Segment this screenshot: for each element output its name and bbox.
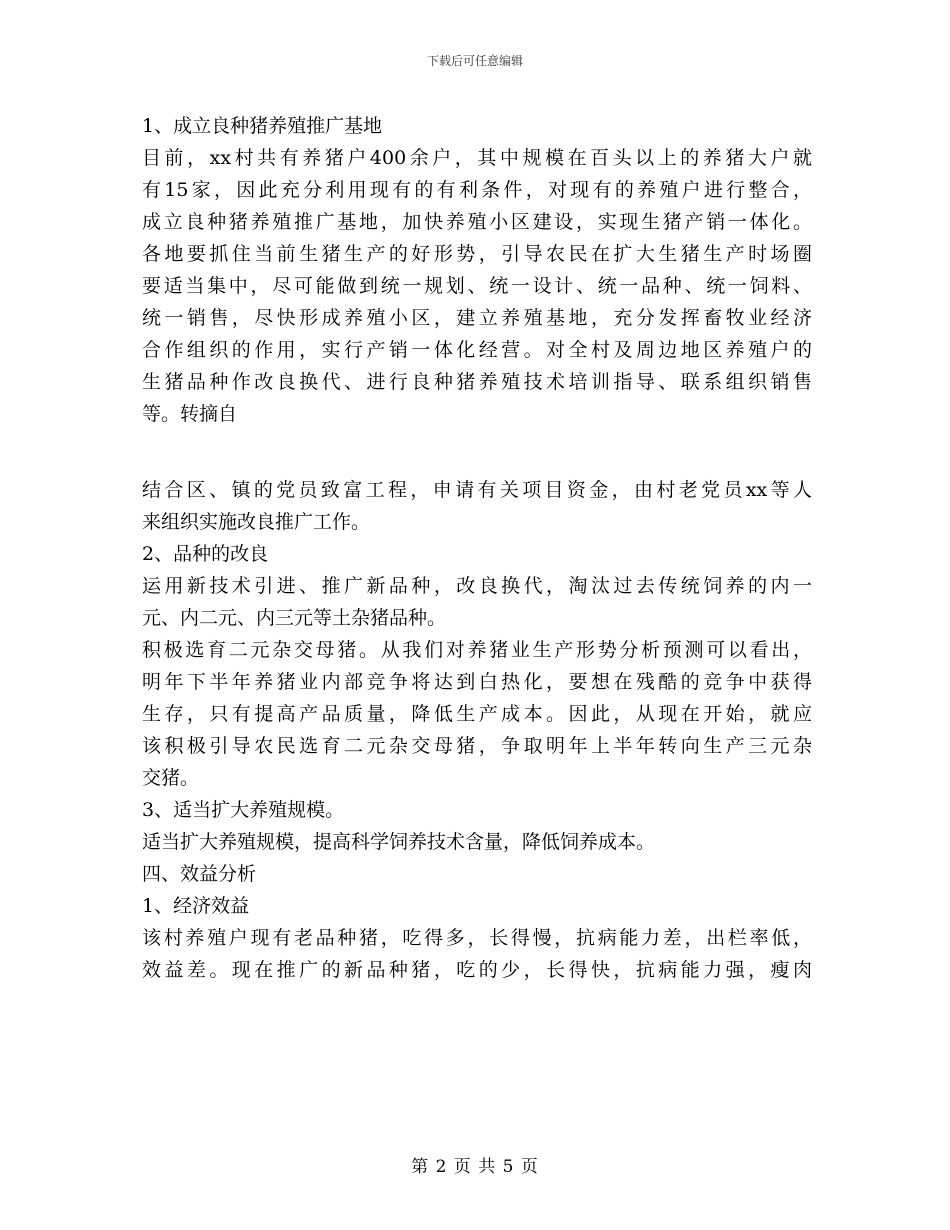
page-header-note: 下载后可任意编辑 [426, 54, 523, 68]
paragraph-line: 生存，只有提高产品质量，降低生产成本。因此，从现在开始，就应 [142, 703, 812, 725]
paragraph-line: 目前，xx村共有养猪户400余户，其中规模在百头以上的养猪大户就 [142, 147, 812, 169]
paragraph-line: 生猪品种作改良换代、进行良种猪养殖技术培训指导、联系组织销售 [142, 371, 812, 393]
section-heading: 3、适当扩大养殖规模。 [142, 799, 345, 821]
section-heading: 四、效益分析 [142, 863, 257, 885]
paragraph-line: 要适当集中，尽可能做到统一规划、统一设计、统一品种、统一饲料、 [142, 275, 812, 297]
paragraph-line: 合作组织的作用，实行产销一体化经营。对全村及周边地区养殖户的 [142, 339, 812, 361]
paragraph-line: 成立良种猪养殖推广基地，加快养殖小区建设，实现生猪产销一体化。 [142, 211, 812, 233]
paragraph-line: 效益差。现在推广的新品种猪，吃的少，长得快，抗病能力强，瘦肉 [142, 959, 812, 981]
paragraph-line: 来组织实施改良推广工作。 [142, 511, 371, 533]
paragraph-line: 元、内二元、内三元等土杂猪品种。 [142, 607, 447, 629]
blank-line [142, 430, 812, 474]
section-heading: 1、成立良种猪养殖推广基地 [142, 115, 383, 137]
paragraph-line: 该积极引导农民选育二元杂交母猪，争取明年上半年转向生产三元杂 [142, 735, 812, 757]
paragraph-line: 积极选育二元杂交母猪。从我们对养猪业生产形势分析预测可以看出， [142, 639, 812, 661]
paragraph-line: 有15家，因此充分利用现有的有利条件，对现有的养殖户进行整合， [142, 179, 812, 201]
section-heading: 2、品种的改良 [142, 543, 269, 565]
document-body [142, 110, 812, 986]
section-heading: 1、经济效益 [142, 895, 250, 917]
paragraph-line: 各地要抓住当前生猪生产的好形势，引导农民在扩大生猪生产时场圈 [142, 243, 812, 265]
paragraph-line: 结合区、镇的党员致富工程，申请有关项目资金，由村老党员xx等人 [142, 479, 812, 501]
paragraph-line: 交猪。 [142, 767, 200, 789]
paragraph-line: 等。转摘自 [142, 403, 238, 425]
paragraph-line: 该村养殖户现有老品种猪，吃得多，长得慢，抗病能力差，出栏率低， [142, 927, 812, 949]
paragraph-line: 适当扩大养殖规模，提高科学饲养技术含量，降低饲养成本。 [142, 831, 656, 853]
page-number-footer: 第 2 页 共 5 页 [411, 1157, 539, 1177]
paragraph-line: 运用新技术引进、推广新品种，改良换代，淘汰过去传统饲养的内一 [142, 575, 812, 597]
paragraph-line: 明年下半年养猪业内部竞争将达到白热化，要想在残酷的竞争中获得 [142, 671, 812, 693]
paragraph-line: 统一销售，尽快形成养殖小区，建立养殖基地，充分发挥畜牧业经济 [142, 307, 812, 329]
